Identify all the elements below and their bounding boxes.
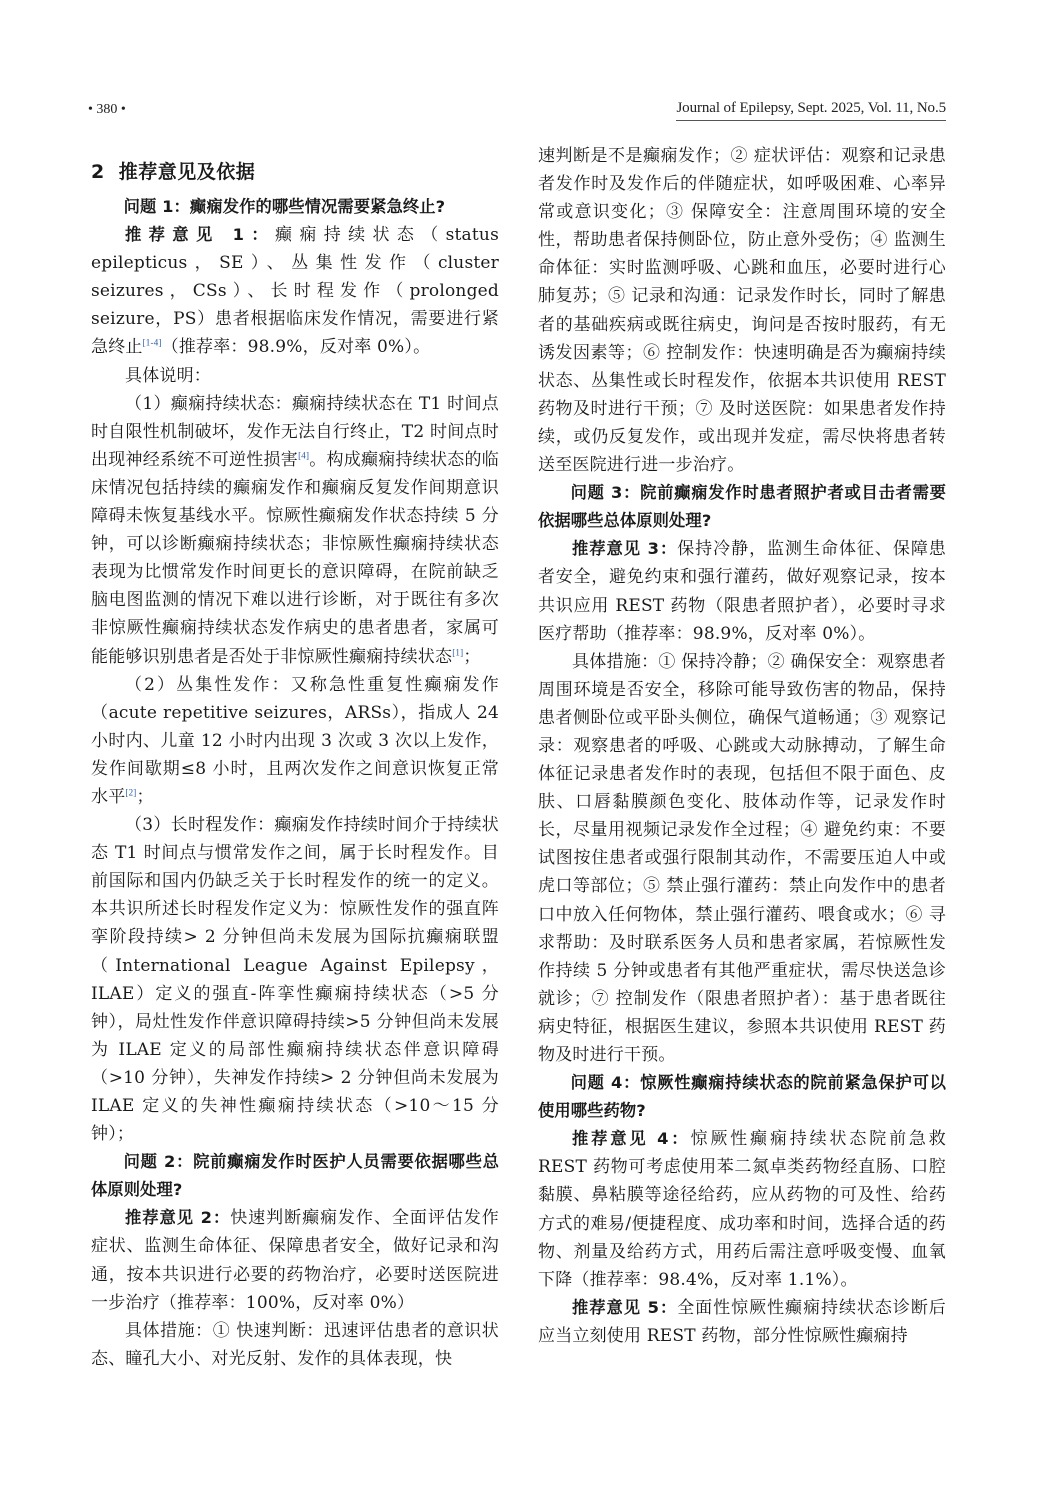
paragraph-text: （1）癫痫持续状态：癫痫持续状态在 T1 时间点时自限性机制破坏，发作无法自行终止，T2 时间点时出现神经系统不可逆性损害: [91, 393, 499, 470]
paragraph-text: ；: [463, 646, 481, 667]
recommendation-rate: （推荐率：98.9%，反对率 0%）。: [161, 337, 431, 358]
citation-link[interactable]: [1]: [452, 646, 464, 657]
recommendation-label: 推荐意见 2：: [125, 1208, 231, 1228]
right-column: [538, 142, 946, 1350]
recommendation-label: 推荐意见 4：: [572, 1129, 691, 1149]
recommendation-2: [91, 1204, 499, 1316]
recommendation-text: 癫痫持续状态（status epilepticus，SE）、丛集性发作（cluster seizures，CSs）、长时程发作（prolonged seizure，PS）患者根据临床发作情况，需要进行紧急终止: [91, 225, 499, 358]
explanation-item-1: [91, 390, 499, 671]
measures-2-continued: 速判断是不是癫痫发作；② 症状评估：观察和记录患者发作时及发作后的伴随症状，如呼吸困难、心率异常或意识变化；③ 保障安全：注意周围环境的安全性，帮助患者保持侧卧位，防止意外受伤；④ 监测生命体征：实时监测呼吸、心跳和血压，必要时进行心肺复苏；⑤ 记录和沟通：记录发作时长，同时了解患者的基础疾病或既往病史，询问是否按时服药，有无诱发因素等；⑥ 控制发作：快速明确是否为癫痫持续状态、丛集性或长时程发作，依据本共识使用 REST 药物及时进行干预；⑦ 及时送医院：如果患者发作持续，或仍反复发作，或出现并发症，需尽快将患者转送至医院进行进一步治疗。: [538, 146, 946, 476]
paragraph-text: 。构成癫痫持续状态的临床情况包括持续的癫痫发作和癫痫反复发作间期意识障碍未恢复基线水平。惊厥性癫痫发作状态持续 5 分钟，可以诊断癫痫持续状态；非惊厥性癫痫持续状态表现为比惯常发作时间更长的意识障碍，在院前缺乏脑电图监测的情况下难以进行诊断，对于既往有多次非惊厥性癫痫持续状态发作病史的患者患者，家属可能能够识别患者是否处于非惊厥性癫痫持续状态: [91, 449, 499, 667]
recommendation-text: 全面性惊厥性癫痫持续状态诊断后应当立刻使用 REST 药物，部分性惊厥性癫痫持: [538, 1297, 946, 1346]
section-heading: [91, 160, 499, 184]
recommendation-text: 快速判断癫痫发作、全面评估发作症状、监测生命体征、保障患者安全，做好记录和沟通，按本共识进行必要的药物治疗，必要时送医院进一步治疗（推荐率：100%，反对率 0%）: [91, 1208, 499, 1313]
question-1: 问题 1：癫痫发作的哪些情况需要紧急终止?: [123, 197, 446, 216]
explanation-label: 具体说明：: [125, 365, 211, 386]
page-number: • 380 •: [88, 102, 126, 117]
recommendation-3: [538, 535, 946, 647]
citation-link[interactable]: [1-4]: [142, 337, 162, 348]
recommendation-5: [538, 1294, 946, 1350]
explanation-item-2: [91, 671, 499, 811]
measures-2: 具体措施：① 快速判断：迅速评估患者的意识状态、瞳孔大小、对光反射、发作的具体表现，快: [91, 1320, 499, 1369]
recommendation-4: [538, 1125, 946, 1294]
question-3: 问题 3：院前癫痫发作时患者照护者或目击者需要依据哪些总体原则处理?: [538, 483, 946, 531]
explanation-item-3: （3）长时程发作：癫痫发作持续时间介于持续状态 T1 时间点与惯常发作之间，属于长时程发作。目前国际和国内仍缺乏关于长时程发作的统一的定义。本共识所述长时程发作定义为：惊厥性发作的强直阵挛阶段持续> 2 分钟但尚未发展为国际抗癫痫联盟（International League Against Epilepsy，ILAE）定义的强直-阵挛性癫痫持续状态（>5 分钟），局灶性发作伴意识障碍持续>5 分钟但尚未发展为 ILAE 定义的局部性癫痫持续状态伴意识障碍（>10 分钟），失神发作持续> 2 分钟但尚未发展为 ILAE 定义的失神性癫痫持续状态（>10～15 分钟）；: [91, 815, 499, 1145]
citation-link[interactable]: [2]: [125, 787, 137, 798]
recommendation-label: 推荐意见 3：: [572, 539, 678, 559]
running-head: Journal of Epilepsy, Sept. 2025, Vol. 11, No.5: [676, 100, 946, 121]
paragraph-text: （2）丛集性发作：又称急性重复性癫痫发作（acute repetitive seizures，ARSs），指成人 24 小时内、儿童 12 小时内出现 3 次或 3 次以上发作，发作间歇期≤8 小时，且两次发作之间意识恢复正常水平: [91, 674, 499, 807]
section-title: 推荐意见及依据: [118, 161, 256, 183]
measures-3: 具体措施：① 保持冷静；② 确保安全：观察患者周围环境是否安全，移除可能导致伤害的物品，保持患者侧卧位或平卧头侧位，确保气道畅通；③ 观察记录：观察患者的呼吸、心跳或大动脉搏动，了解生命体征记录患者发作时的表现，包括但不限于面色、皮肤、口唇黏膜颜色变化、肢体动作等，记录发作时长，尽量用视频记录发作全过程；④ 避免约束：不要试图按住患者或强行限制其动作，不需要压迫人中或虎口等部位；⑤ 禁止强行灌药：禁止向发作中的患者口中放入任何物体，禁止强行灌药、喂食或水；⑥ 寻求帮助：及时联系医务人员和患者家属，若惊厥性发作持续 5 分钟或患者有其他严重症状，需尽快送急诊就诊；⑦ 控制发作（限患者照护者）：基于患者既往病史特征，根据医生建议，参照本共识使用 REST 药物及时进行干预。: [538, 651, 946, 1065]
left-column: [91, 160, 499, 1373]
recommendation-label: 推荐意见 1：: [125, 225, 275, 245]
recommendation-text: 保持冷静，监测生命体征、保障患者安全，避免约束和强行灌药，做好观察记录，按本共识应用 REST 药物（限患者照护者），必要时寻求医疗帮助（推荐率：98.9%，反对率 0%）。: [538, 539, 946, 644]
question-2: 问题 2：院前癫痫发作时医护人员需要依据哪些总体原则处理?: [91, 1152, 499, 1200]
recommendation-label: 推荐意见 5：: [572, 1297, 678, 1317]
citation-link[interactable]: [4]: [298, 450, 310, 461]
recommendation-text: 惊厥性癫痫持续状态院前急救 REST 药物可考虑使用苯二氮卓类药物经直肠、口腔黏膜、鼻粘膜等途径给药，应从药物的可及性、给药方式的难易/便捷程度、成功率和时间，选择合适的药物、剂量及给药方式，用药后需注意呼吸变慢、血氧下降（推荐率：98.4%，反对率 1.1%）。: [538, 1129, 946, 1290]
section-number: 2: [91, 161, 105, 183]
question-4: 问题 4：惊厥性癫痫持续状态的院前紧急保护可以使用哪些药物?: [538, 1073, 946, 1121]
recommendation-1: [91, 221, 499, 361]
paragraph-text: ；: [136, 786, 154, 807]
